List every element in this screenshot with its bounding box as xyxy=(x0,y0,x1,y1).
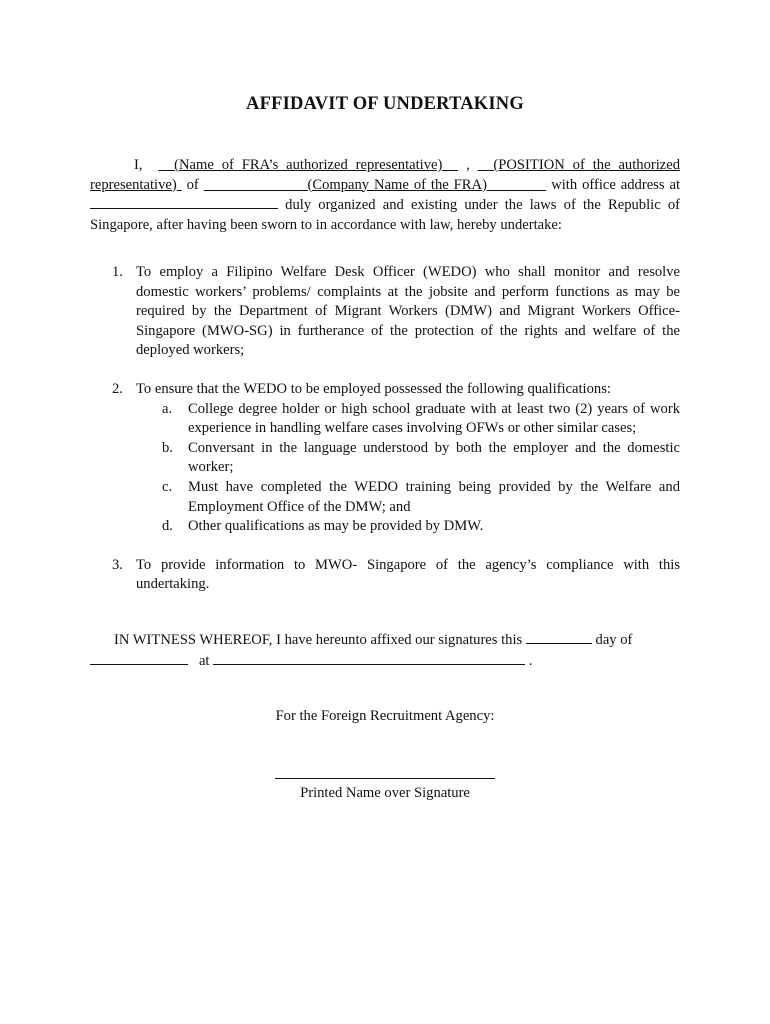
list-item xyxy=(112,263,680,361)
witness-paragraph xyxy=(90,630,680,671)
sub-item xyxy=(136,400,680,439)
day-blank[interactable] xyxy=(526,630,592,644)
intro-with-office: with office address at xyxy=(551,176,681,193)
witness-text: IN WITNESS WHEREOF, I have hereunto affixed our signatures this xyxy=(114,632,523,648)
undertaking-list xyxy=(112,263,680,595)
sub-item-letter: d. xyxy=(162,518,173,535)
list-item xyxy=(112,556,680,595)
sub-item-letter: a. xyxy=(162,400,173,417)
intro-comma: , xyxy=(466,157,470,173)
company-placeholder[interactable]: (Company Name of the FRA) xyxy=(307,176,487,193)
sub-item-text: Conversant in the language understood by both the employer and the domestic worker; xyxy=(188,439,680,476)
intro-of: of xyxy=(186,176,199,193)
intro-paragraph xyxy=(90,156,680,235)
sub-item xyxy=(136,517,680,537)
sub-item-text: College degree holder or high school graduate with at least two (2) years of work experience in handling welfare cases involving OFWs or other similar cases; xyxy=(188,400,680,437)
sub-item-letter: c. xyxy=(162,478,173,495)
position-placeholder[interactable]: (POSITION of the authorized representative) xyxy=(90,157,681,193)
item-text: To ensure that the WEDO to be employed possessed the following qualifications: xyxy=(136,380,611,397)
document-title: AFFIDAVIT OF UNDERTAKING xyxy=(246,94,524,114)
place-blank[interactable] xyxy=(213,651,525,665)
office-address-blank[interactable] xyxy=(90,195,278,209)
list-item xyxy=(112,380,680,537)
sub-item xyxy=(136,439,680,478)
witness-at: at xyxy=(198,652,210,669)
item-number: 1. xyxy=(112,264,123,280)
signature-line[interactable] xyxy=(275,778,495,779)
item-number: 3. xyxy=(112,556,123,573)
signature-label: Printed Name over Signature xyxy=(300,785,470,801)
witness-day-of: day of xyxy=(595,632,633,648)
intro-i: I, xyxy=(134,157,143,173)
item-text: To employ a Filipino Welfare Desk Officer (WEDO) who shall monitor and resolve domestic workers’ problems/ complaints at the jobsite and perform functions as may be required by the Department of Migrant Workers (DMW) and Migrant Workers Office-Singapore (MWO-SG) in furtherance of the protection of the rights and welfare of the deployed workers; xyxy=(136,264,680,359)
intro-duly: duly organized and existing under the laws of the Republic of Singapore, after having been sworn to in accordance with law, hereby undertake: xyxy=(90,197,680,233)
name-placeholder[interactable]: (Name of FRA’s authorized representative) xyxy=(174,157,443,173)
item-text: To provide information to MWO- Singapore of the agency’s compliance with this undertaking. xyxy=(136,556,680,593)
month-blank[interactable] xyxy=(90,651,188,665)
witness-period: . xyxy=(528,652,533,669)
sub-item xyxy=(136,478,680,517)
sub-item-text: Must have completed the WEDO training being provided by the Welfare and Employment Office of the DMW; and xyxy=(188,478,680,515)
sub-item-text: Other qualifications as may be provided by DMW. xyxy=(188,518,484,535)
agency-label: For the Foreign Recruitment Agency: xyxy=(275,708,495,724)
item-number: 2. xyxy=(112,380,123,397)
sub-item-letter: b. xyxy=(162,439,173,456)
